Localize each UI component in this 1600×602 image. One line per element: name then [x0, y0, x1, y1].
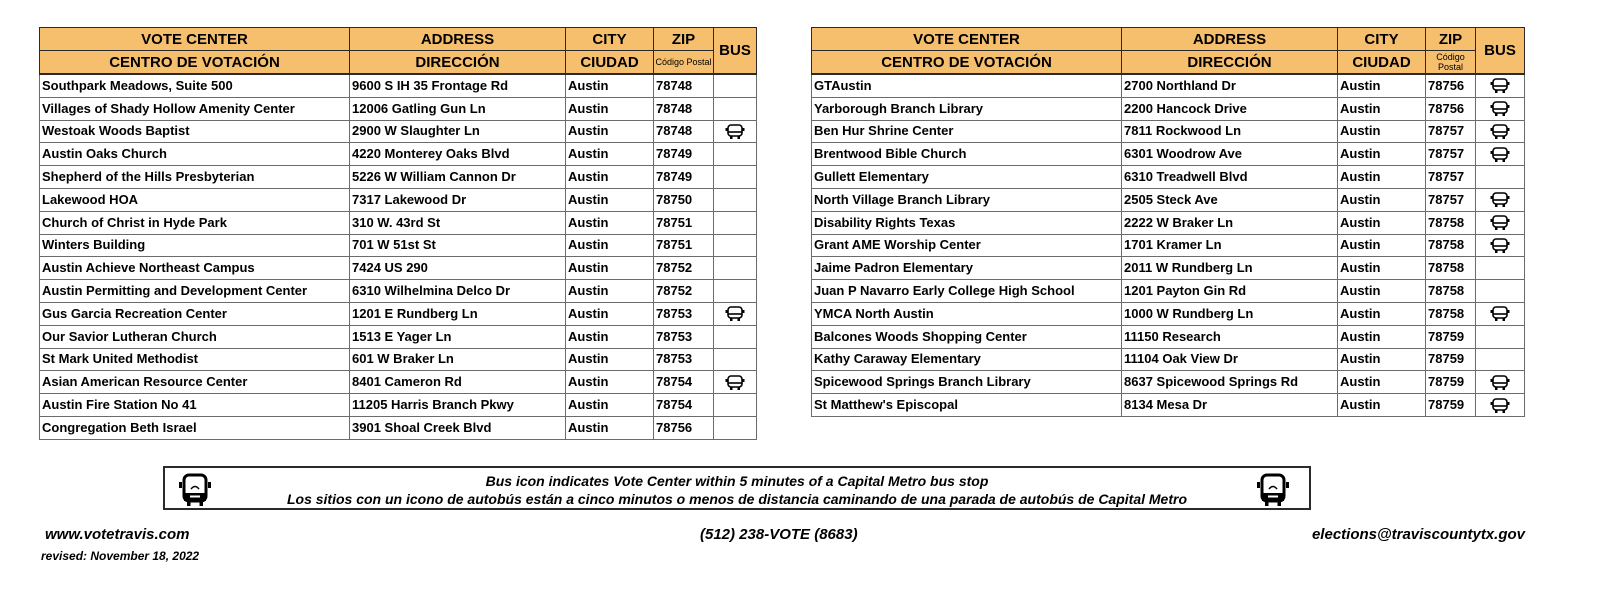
bus-cell — [714, 143, 757, 166]
table-row — [40, 325, 757, 348]
vote-center-address: 1201 E Rundberg Ln — [350, 302, 566, 325]
vote-center-address: 11205 Harris Branch Pkwy — [350, 394, 566, 417]
bus-cell — [714, 325, 757, 348]
vote-center-name: Our Savior Lutheran Church — [40, 325, 350, 348]
bus-legend-box — [163, 466, 1311, 510]
vote-center-city: Austin — [566, 74, 654, 97]
vote-center-zip: 78748 — [654, 97, 714, 120]
header-city: CITY — [1338, 28, 1426, 51]
vote-center-zip: 78751 — [654, 211, 714, 234]
vote-center-name: Austin Achieve Northeast Campus — [40, 257, 350, 280]
bus-cell — [1476, 394, 1525, 417]
vote-center-zip: 78757 — [1426, 166, 1476, 189]
table-row — [812, 394, 1525, 417]
table-row — [812, 74, 1525, 97]
vote-center-name: Lakewood HOA — [40, 188, 350, 211]
bus-cell — [714, 234, 757, 257]
bus-icon — [1490, 124, 1510, 140]
table-row — [812, 302, 1525, 325]
vote-center-name: Jaime Padron Elementary — [812, 257, 1122, 280]
bus-cell — [714, 120, 757, 143]
bus-icon — [1490, 398, 1510, 414]
vote-center-zip: 78759 — [1426, 371, 1476, 394]
table-row — [812, 257, 1525, 280]
header-vote-center: VOTE CENTER — [812, 28, 1122, 51]
bus-cell — [1476, 371, 1525, 394]
vote-center-address: 11104 Oak View Dr — [1122, 348, 1338, 371]
table-row — [40, 348, 757, 371]
vote-center-address: 1201 Payton Gin Rd — [1122, 280, 1338, 303]
header-vote-center-es: CENTRO DE VOTACIÓN — [40, 51, 350, 75]
bus-cell — [1476, 120, 1525, 143]
bus-icon — [1490, 147, 1510, 163]
vote-center-zip: 78756 — [1426, 97, 1476, 120]
vote-center-zip: 78751 — [654, 234, 714, 257]
vote-center-name: Spicewood Springs Branch Library — [812, 371, 1122, 394]
vote-center-address: 2900 W Slaughter Ln — [350, 120, 566, 143]
vote-center-zip: 78758 — [1426, 234, 1476, 257]
vote-center-name: North Village Branch Library — [812, 188, 1122, 211]
vote-center-name: GTAustin — [812, 74, 1122, 97]
vote-center-address: 8134 Mesa Dr — [1122, 394, 1338, 417]
vote-center-city: Austin — [566, 371, 654, 394]
vote-center-city: Austin — [566, 325, 654, 348]
vote-center-zip: 78756 — [1426, 74, 1476, 97]
vote-center-city: Austin — [566, 120, 654, 143]
bus-icon — [1490, 306, 1510, 322]
vote-centers-table-right — [811, 27, 1525, 417]
vote-center-city: Austin — [1338, 74, 1426, 97]
legend-line-english: Bus icon indicates Vote Center within 5 minutes of a Capital Metro bus stop — [485, 473, 989, 489]
vote-center-city: Austin — [1338, 97, 1426, 120]
vote-center-zip: 78750 — [654, 188, 714, 211]
vote-center-zip: 78753 — [654, 348, 714, 371]
bus-icon — [1490, 192, 1510, 208]
table-row — [812, 188, 1525, 211]
header-address: ADDRESS — [350, 28, 566, 51]
vote-center-city: Austin — [566, 280, 654, 303]
vote-centers-table-left — [39, 27, 757, 440]
table-row — [812, 348, 1525, 371]
vote-center-name: Austin Fire Station No 41 — [40, 394, 350, 417]
vote-center-city: Austin — [566, 166, 654, 189]
vote-center-city: Austin — [1338, 348, 1426, 371]
bus-cell — [714, 97, 757, 120]
table-row — [40, 211, 757, 234]
vote-center-zip: 78759 — [1426, 325, 1476, 348]
vote-center-name: Congregation Beth Israel — [40, 416, 350, 439]
bus-cell — [714, 416, 757, 439]
vote-center-name: Church of Christ in Hyde Park — [40, 211, 350, 234]
table-row — [40, 280, 757, 303]
vote-center-address: 5226 W William Cannon Dr — [350, 166, 566, 189]
table-row — [812, 234, 1525, 257]
bus-icon — [725, 124, 745, 140]
vote-center-address: 4220 Monterey Oaks Blvd — [350, 143, 566, 166]
vote-center-city: Austin — [1338, 257, 1426, 280]
vote-center-zip: 78758 — [1426, 257, 1476, 280]
header-city-es: CIUDAD — [566, 51, 654, 75]
bus-cell — [714, 371, 757, 394]
table-row — [40, 394, 757, 417]
header-bus: BUS — [714, 28, 757, 75]
vote-center-zip: 78757 — [1426, 143, 1476, 166]
vote-center-city: Austin — [1338, 371, 1426, 394]
vote-center-city: Austin — [1338, 188, 1426, 211]
vote-center-name: Brentwood Bible Church — [812, 143, 1122, 166]
vote-center-city: Austin — [1338, 166, 1426, 189]
vote-center-zip: 78752 — [654, 280, 714, 303]
revised-date: revised: November 18, 2022 — [41, 549, 200, 563]
vote-center-address: 2700 Northland Dr — [1122, 74, 1338, 97]
vote-center-city: Austin — [566, 416, 654, 439]
vote-center-address: 310 W. 43rd St — [350, 211, 566, 234]
vote-center-city: Austin — [1338, 120, 1426, 143]
table-row — [40, 120, 757, 143]
vote-center-address: 601 W Braker Ln — [350, 348, 566, 371]
vote-center-zip: 78759 — [1426, 394, 1476, 417]
vote-center-name: Austin Oaks Church — [40, 143, 350, 166]
phone-number: (512) 238-VOTE (8683) — [700, 526, 858, 543]
bus-icon — [1490, 375, 1510, 391]
bus-cell — [714, 188, 757, 211]
bus-cell — [714, 257, 757, 280]
table-row — [40, 97, 757, 120]
table-row — [40, 257, 757, 280]
left-table-body — [40, 74, 757, 439]
vote-center-name: Disability Rights Texas — [812, 211, 1122, 234]
vote-center-city: Austin — [566, 348, 654, 371]
bus-cell — [1476, 188, 1525, 211]
vote-center-name: Asian American Resource Center — [40, 371, 350, 394]
right-table-body — [812, 74, 1525, 416]
vote-center-city: Austin — [1338, 234, 1426, 257]
header-zip-es: Código Postal — [1426, 51, 1476, 75]
legend-line-spanish: Los sitios con un icono de autobús están a cinco minutos o menos de distancia caminando de una parada de autobús de Capital Metro — [286, 491, 1188, 507]
vote-center-city: Austin — [566, 257, 654, 280]
bus-icon — [1490, 238, 1510, 254]
bus-cell — [1476, 97, 1525, 120]
table-row — [40, 188, 757, 211]
bus-cell — [714, 280, 757, 303]
vote-center-address: 9600 S IH 35 Frontage Rd — [350, 74, 566, 97]
vote-center-zip: 78758 — [1426, 280, 1476, 303]
vote-center-name: YMCA North Austin — [812, 302, 1122, 325]
vote-center-zip: 78758 — [1426, 302, 1476, 325]
bus-cell — [1476, 143, 1525, 166]
vote-center-zip: 78749 — [654, 166, 714, 189]
vote-center-name: St Matthew's Episcopal — [812, 394, 1122, 417]
bus-cell — [1476, 348, 1525, 371]
vote-center-zip: 78754 — [654, 394, 714, 417]
vote-center-name: Southpark Meadows, Suite 500 — [40, 74, 350, 97]
vote-center-address: 12006 Gatling Gun Ln — [350, 97, 566, 120]
vote-center-address: 2505 Steck Ave — [1122, 188, 1338, 211]
vote-center-city: Austin — [1338, 211, 1426, 234]
vote-center-address: 2200 Hancock Drive — [1122, 97, 1338, 120]
vote-center-city: Austin — [1338, 280, 1426, 303]
vote-center-name: St Mark United Methodist — [40, 348, 350, 371]
header-zip: ZIP — [1426, 28, 1476, 51]
bus-icon — [1490, 101, 1510, 117]
vote-center-name: Ben Hur Shrine Center — [812, 120, 1122, 143]
vote-center-address: 2222 W Braker Ln — [1122, 211, 1338, 234]
bus-cell — [1476, 280, 1525, 303]
vote-center-address: 7811 Rockwood Ln — [1122, 120, 1338, 143]
vote-center-city: Austin — [566, 211, 654, 234]
vote-center-name: Villages of Shady Hollow Amenity Center — [40, 97, 350, 120]
legend-text — [165, 472, 1309, 508]
header-vote-center: VOTE CENTER — [40, 28, 350, 51]
vote-center-address: 1513 E Yager Ln — [350, 325, 566, 348]
bus-icon — [1255, 473, 1291, 509]
vote-center-zip: 78756 — [654, 416, 714, 439]
bus-cell — [714, 74, 757, 97]
header-address-es: DIRECCIÓN — [1122, 51, 1338, 75]
vote-center-zip: 78749 — [654, 143, 714, 166]
vote-center-zip: 78757 — [1426, 188, 1476, 211]
bus-cell — [1476, 257, 1525, 280]
bus-cell — [1476, 302, 1525, 325]
table-row — [812, 280, 1525, 303]
table-row — [40, 234, 757, 257]
vote-center-name: Gullett Elementary — [812, 166, 1122, 189]
bus-cell — [714, 394, 757, 417]
vote-center-city: Austin — [1338, 325, 1426, 348]
vote-center-address: 1701 Kramer Ln — [1122, 234, 1338, 257]
table-row — [812, 325, 1525, 348]
vote-center-address: 6310 Wilhelmina Delco Dr — [350, 280, 566, 303]
header-address-es: DIRECCIÓN — [350, 51, 566, 75]
table-row — [40, 74, 757, 97]
email-link[interactable]: elections@traviscountytx.gov — [1311, 526, 1525, 543]
vote-center-name: Kathy Caraway Elementary — [812, 348, 1122, 371]
vote-center-city: Austin — [1338, 143, 1426, 166]
header-city: CITY — [566, 28, 654, 51]
vote-center-address: 1000 W Rundberg Ln — [1122, 302, 1338, 325]
bus-cell — [1476, 325, 1525, 348]
vote-center-address: 7317 Lakewood Dr — [350, 188, 566, 211]
vote-center-zip: 78753 — [654, 325, 714, 348]
vote-center-name: Gus Garcia Recreation Center — [40, 302, 350, 325]
table-row — [40, 143, 757, 166]
vote-center-address: 2011 W Rundberg Ln — [1122, 257, 1338, 280]
vote-center-name: Balcones Woods Shopping Center — [812, 325, 1122, 348]
vote-center-city: Austin — [566, 234, 654, 257]
header-vote-center-es: CENTRO DE VOTACIÓN — [812, 51, 1122, 75]
vote-center-zip: 78748 — [654, 120, 714, 143]
vote-center-name: Yarborough Branch Library — [812, 97, 1122, 120]
vote-center-name: Winters Building — [40, 234, 350, 257]
bus-cell — [1476, 234, 1525, 257]
vote-center-zip: 78754 — [654, 371, 714, 394]
header-zip-es: Código Postal — [654, 51, 714, 75]
bus-cell — [714, 348, 757, 371]
vote-center-address: 701 W 51st St — [350, 234, 566, 257]
vote-center-city: Austin — [566, 97, 654, 120]
vote-center-name: Grant AME Worship Center — [812, 234, 1122, 257]
table-row — [40, 416, 757, 439]
vote-center-zip: 78752 — [654, 257, 714, 280]
table-row — [812, 143, 1525, 166]
bus-icon — [725, 306, 745, 322]
bus-cell — [714, 166, 757, 189]
bus-icon — [725, 375, 745, 391]
table-row — [812, 120, 1525, 143]
table-row — [40, 166, 757, 189]
bus-cell — [714, 302, 757, 325]
vote-center-city: Austin — [566, 302, 654, 325]
bus-cell — [1476, 166, 1525, 189]
bus-cell — [1476, 74, 1525, 97]
header-address: ADDRESS — [1122, 28, 1338, 51]
header-city-es: CIUDAD — [1338, 51, 1426, 75]
vote-center-address: 3901 Shoal Creek Blvd — [350, 416, 566, 439]
vote-center-name: Shepherd of the Hills Presbyterian — [40, 166, 350, 189]
vote-center-address: 8401 Cameron Rd — [350, 371, 566, 394]
table-row — [40, 371, 757, 394]
vote-center-zip: 78759 — [1426, 348, 1476, 371]
website-link[interactable]: www.votetravis.com — [45, 526, 190, 543]
vote-center-address: 11150 Research — [1122, 325, 1338, 348]
table-row — [40, 302, 757, 325]
table-row — [812, 166, 1525, 189]
vote-center-city: Austin — [1338, 394, 1426, 417]
vote-center-zip: 78757 — [1426, 120, 1476, 143]
header-zip: ZIP — [654, 28, 714, 51]
vote-center-zip: 78753 — [654, 302, 714, 325]
vote-center-name: Westoak Woods Baptist — [40, 120, 350, 143]
vote-center-name: Austin Permitting and Development Center — [40, 280, 350, 303]
bus-icon — [1490, 215, 1510, 231]
vote-center-city: Austin — [566, 188, 654, 211]
vote-center-name: Juan P Navarro Early College High School — [812, 280, 1122, 303]
bus-cell — [1476, 211, 1525, 234]
vote-center-zip: 78758 — [1426, 211, 1476, 234]
bus-icon — [1490, 78, 1510, 94]
header-bus: BUS — [1476, 28, 1525, 75]
vote-center-address: 8637 Spicewood Springs Rd — [1122, 371, 1338, 394]
vote-center-address: 6310 Treadwell Blvd — [1122, 166, 1338, 189]
table-row — [812, 211, 1525, 234]
vote-center-address: 7424 US 290 — [350, 257, 566, 280]
bus-cell — [714, 211, 757, 234]
vote-center-address: 6301 Woodrow Ave — [1122, 143, 1338, 166]
vote-center-zip: 78748 — [654, 74, 714, 97]
vote-center-city: Austin — [1338, 302, 1426, 325]
table-row — [812, 371, 1525, 394]
vote-center-city: Austin — [566, 394, 654, 417]
vote-center-city: Austin — [566, 143, 654, 166]
table-row — [812, 97, 1525, 120]
